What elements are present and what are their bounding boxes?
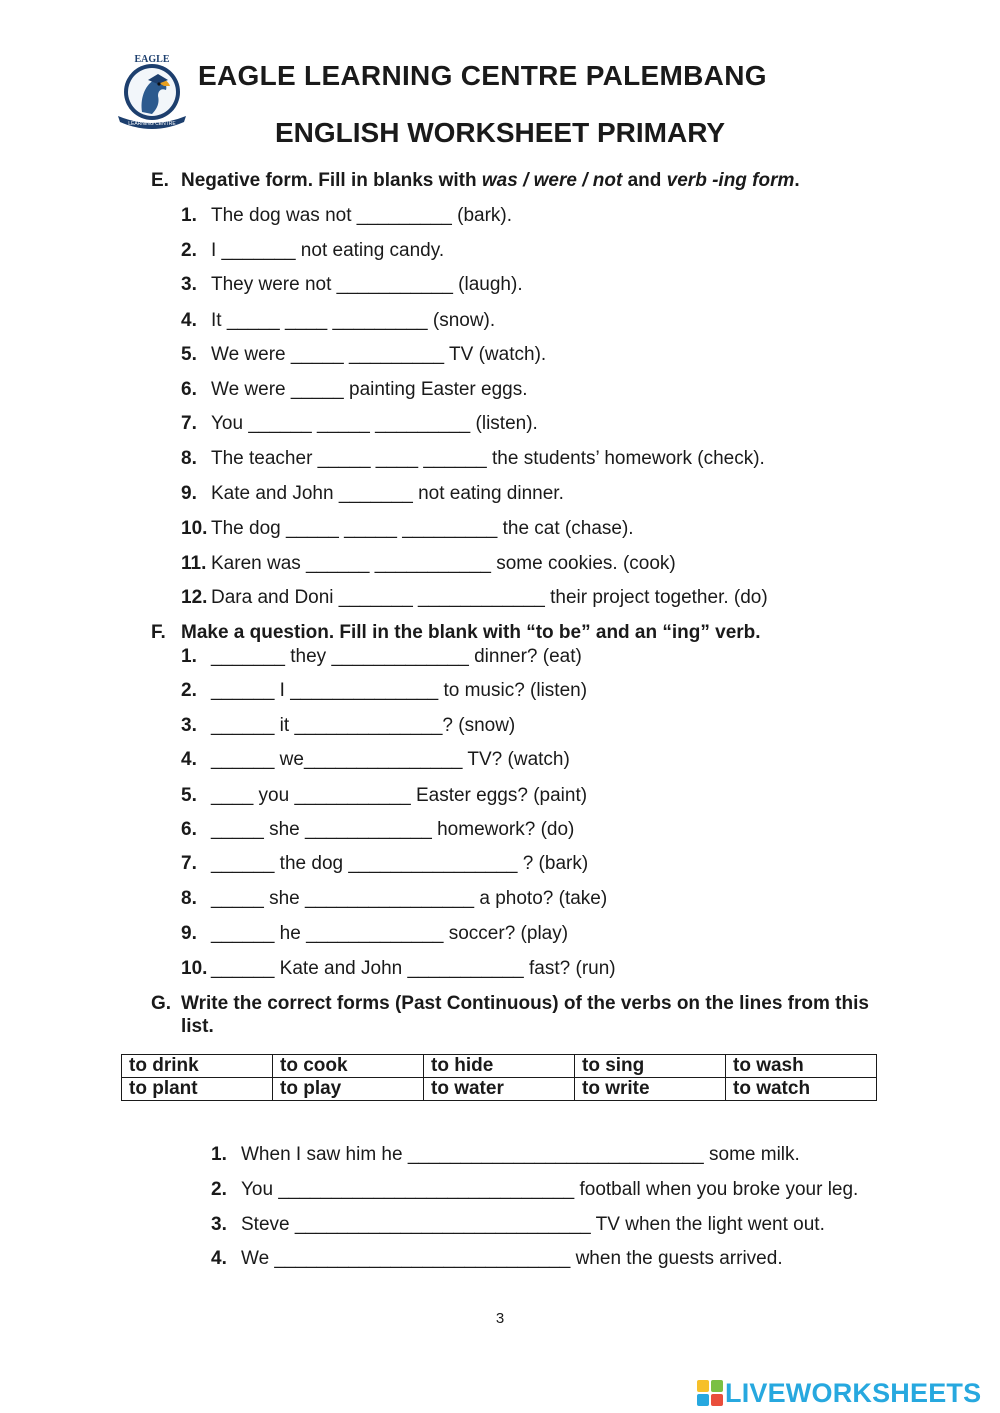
liveworksheets-brand: LIVEWORKSHEETS [725, 1378, 982, 1408]
item-text: You ____________________________ football when you broke your leg. [241, 1179, 859, 1200]
item-text: We were _____ _________ TV (watch). [211, 344, 547, 365]
verb-cell: to watch [726, 1078, 877, 1101]
item-text: Dara and Doni _______ ____________ their project together. (do) [211, 587, 768, 608]
item-text: They were not ___________ (laugh). [211, 274, 523, 295]
item-text: _______ they _____________ dinner? (eat) [211, 646, 582, 667]
item-text: Steve ____________________________ TV when the light went out. [241, 1214, 825, 1235]
item-text: ______ he _____________ soccer? (play) [211, 923, 569, 944]
verb-cell: to cook [273, 1055, 424, 1078]
table-row [122, 1078, 877, 1101]
table-row [122, 1055, 877, 1078]
section-g-instruction: Write the correct forms (Past Continuous) of the verbs on the lines from this list. [181, 993, 869, 1037]
section-letter: F. [151, 622, 166, 643]
verb-cell: to water [424, 1078, 575, 1101]
item-text: ______ I ______________ to music? (listen) [211, 680, 588, 701]
verb-cell: to wash [726, 1055, 877, 1078]
section-letter: E. [151, 170, 169, 191]
logo-text-bottom: LEARNING CENTRE [128, 121, 176, 127]
section-letter: G. [151, 993, 172, 1014]
item-text: We were _____ painting Easter eggs. [211, 379, 528, 400]
item-text: ______ we_______________ TV? (watch) [211, 749, 570, 770]
item-text: The dog was not _________ (bark). [211, 205, 513, 226]
liveworksheets-icon [697, 1380, 723, 1406]
item-text: _____ she ____________ homework? (do) [211, 819, 575, 840]
item-text: ______ it ______________? (snow) [211, 715, 516, 736]
verb-cell: to play [273, 1078, 424, 1101]
item-text: I _______ not eating candy. [211, 240, 445, 261]
item-text: ____ you ___________ Easter eggs? (paint) [211, 785, 588, 806]
item-text: ______ Kate and John ___________ fast? (run) [211, 958, 616, 979]
item-text: The dog _____ _____ _________ the cat (chase). [211, 518, 634, 539]
verb-cell: to hide [424, 1055, 575, 1078]
verb-cell: to write [575, 1078, 726, 1101]
item-text: ______ the dog ________________ ? (bark) [211, 853, 589, 874]
item-text: We ____________________________ when the guests arrived. [241, 1248, 783, 1269]
item-text: When I saw him he ____________________________ some milk. [241, 1144, 800, 1165]
verb-list-table [121, 1054, 877, 1101]
logo-text-top: EAGLE [134, 54, 170, 65]
page-number: 3 [495, 1310, 505, 1327]
item-text: You ______ _____ _________ (listen). [211, 413, 538, 434]
section-f-instruction: Make a question. Fill in the blank with “to be” and an “ing” verb. [181, 622, 761, 643]
school-title: EAGLE LEARNING CENTRE PALEMBANG [198, 60, 767, 91]
item-text: Kate and John _______ not eating dinner. [211, 483, 564, 504]
section-e-instruction: Negative form. Fill in blanks with was / were / not and verb -ing form. [181, 170, 800, 191]
item-text: It _____ ____ _________ (snow). [211, 310, 496, 331]
verb-cell: to drink [122, 1055, 273, 1078]
worksheet-title: ENGLISH WORKSHEET PRIMARY [274, 117, 726, 148]
item-text: _____ she ________________ a photo? (take) [211, 888, 608, 909]
verb-cell: to sing [575, 1055, 726, 1078]
verb-cell: to plant [122, 1078, 273, 1101]
item-text: Karen was ______ ___________ some cookies. (cook) [211, 553, 676, 574]
item-text: The teacher _____ ____ ______ the students’ homework (check). [211, 448, 765, 469]
